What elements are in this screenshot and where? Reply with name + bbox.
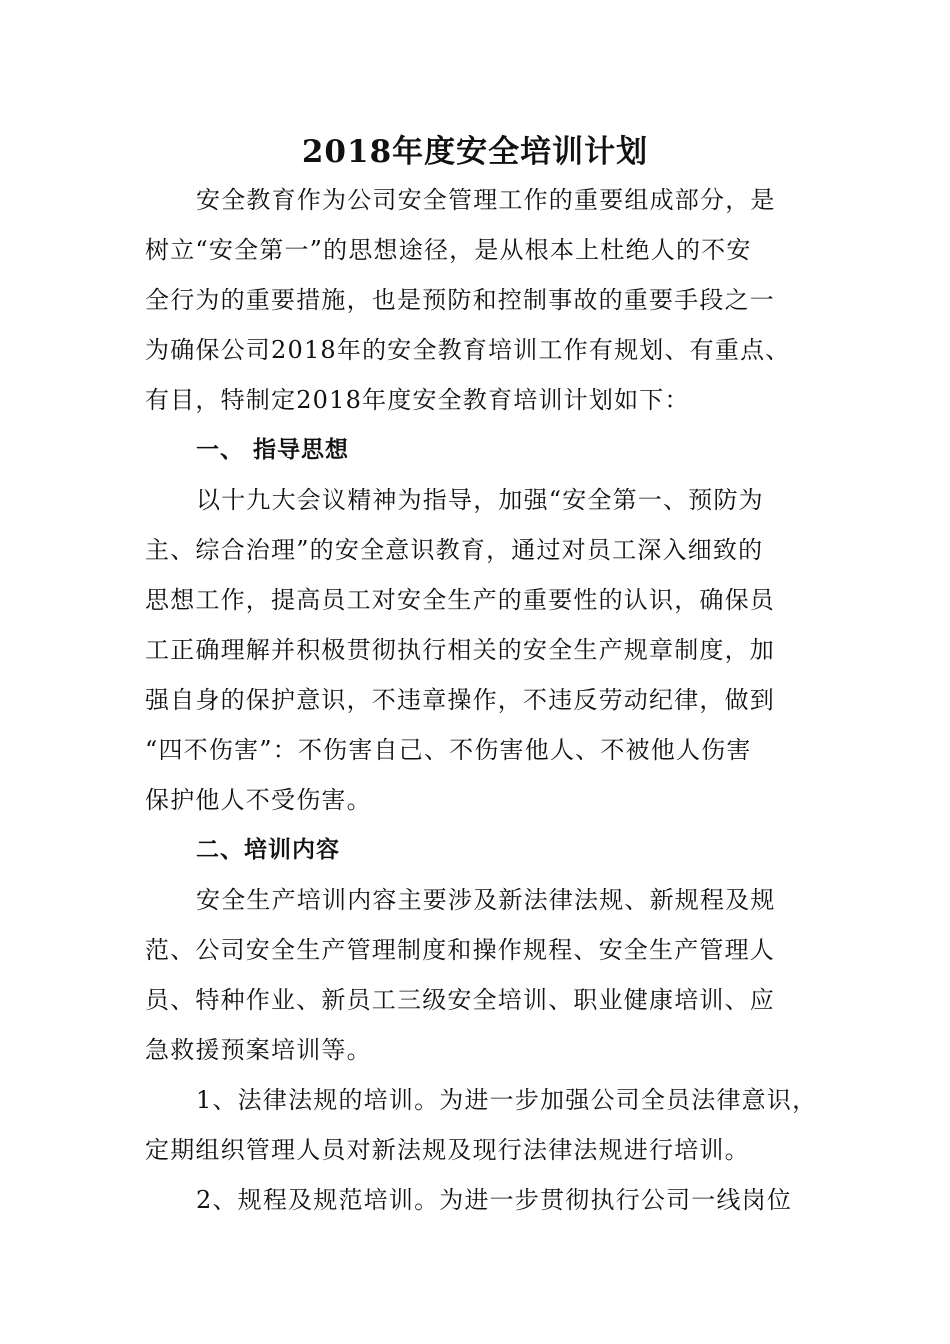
paragraph-line: 2、规程及规范培训。为进一步贯彻执行公司一线岗位 [196,1186,793,1214]
paragraph-line: 员、特种作业、新员工三级安全培训、职业健康培训、应 [145,986,775,1014]
paragraph-line: 全行为的重要措施，也是预防和控制事故的重要手段之一 [145,286,775,314]
paragraph-line: 主、综合治理”的安全意识教育，通过对员工深入细致的 [145,536,764,564]
section-heading: 二、培训内容 [196,837,340,863]
section-heading: 一、 指导思想 [196,437,350,463]
paragraph-line: 强自身的保护意识，不违章操作，不违反劳动纪律，做到 [145,686,775,714]
paragraph-line: 定期组织管理人员对新法规及现行法律法规进行培训。 [145,1136,750,1164]
paragraph-line: 安全生产培训内容主要涉及新法律法规、新规程及规 [196,886,776,914]
paragraph-line: 安全教育作为公司安全管理工作的重要组成部分，是 [196,186,776,214]
paragraph-line: 树立“安全第一”的思想途径，是从根本上杜绝人的不安 [145,236,752,264]
paragraph-line: 1、法律法规的培训。为进一步加强公司全员法律意识， [196,1086,818,1114]
paragraph-line: 范、公司安全生产管理制度和操作规程、安全生产管理人 [145,936,775,964]
paragraph-line: 工正确理解并积极贯彻执行相关的安全生产规章制度，加 [145,636,775,664]
paragraph-line: 以十九大会议精神为指导，加强“安全第一、预防为 [196,486,764,514]
paragraph-line: 思想工作，提高员工对安全生产的重要性的认识，确保员 [145,586,775,614]
paragraph-line: “四不伤害”：不伤害自己、不伤害他人、不被他人伤害 [145,736,752,764]
document-title: 2018年度安全培训计划 [301,134,649,170]
paragraph-line: 急救援预案培训等。 [145,1036,372,1064]
paragraph-line: 为确保公司2018年的安全教育培训工作有规划、有重点、 [145,336,791,364]
paragraph-line: 保护他人不受伤害。 [145,786,372,814]
paragraph-line: 有目，特制定2018年度安全教育培训计划如下： [145,386,690,414]
